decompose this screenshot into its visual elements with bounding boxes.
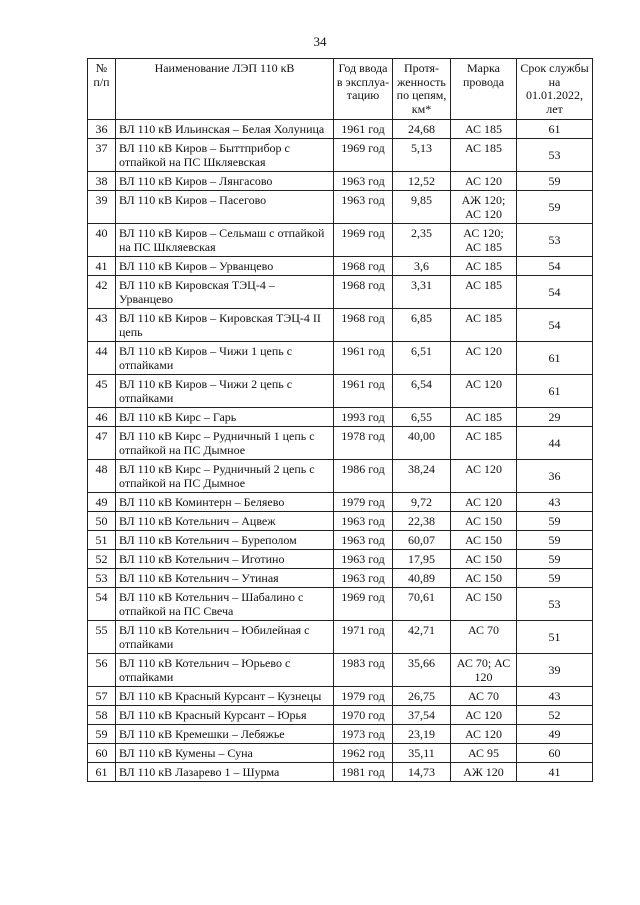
cell-wire: АС 150 xyxy=(451,569,517,588)
cell-num: 54 xyxy=(88,588,116,621)
cell-num: 58 xyxy=(88,706,116,725)
cell-name: ВЛ 110 кВ Котельнич – Утиная xyxy=(116,569,334,588)
cell-name: ВЛ 110 кВ Киров – Чижи 2 цепь с отпайками xyxy=(116,375,334,408)
header-length: Протя-женность по цепям, км* xyxy=(393,59,451,120)
cell-wire: АС 70 xyxy=(451,687,517,706)
cell-length: 6,85 xyxy=(393,309,451,342)
cell-year: 1993 год xyxy=(334,408,393,427)
cell-num: 40 xyxy=(88,224,116,257)
cell-name: ВЛ 110 кВ Котельнич – Юрьево с отпайками xyxy=(116,654,334,687)
cell-num: 38 xyxy=(88,172,116,191)
cell-wire: АС 185 xyxy=(451,309,517,342)
cell-num: 37 xyxy=(88,139,116,172)
cell-term: 43 xyxy=(517,493,593,512)
table-row xyxy=(88,569,593,588)
cell-term: 53 xyxy=(517,224,593,257)
cell-length: 5,13 xyxy=(393,139,451,172)
cell-name: ВЛ 110 кВ Коминтерн – Беляево xyxy=(116,493,334,512)
cell-year: 1961 год xyxy=(334,342,393,375)
cell-term: 59 xyxy=(517,191,593,224)
cell-year: 1973 год xyxy=(334,725,393,744)
cell-name: ВЛ 110 кВ Котельнич – Буреполом xyxy=(116,531,334,550)
table-row xyxy=(88,257,593,276)
cell-num: 47 xyxy=(88,427,116,460)
cell-name: ВЛ 110 кВ Ильинская – Белая Холуница xyxy=(116,120,334,139)
cell-year: 1961 год xyxy=(334,375,393,408)
cell-name: ВЛ 110 кВ Лазарево 1 – Шурма xyxy=(116,763,334,782)
cell-term: 61 xyxy=(517,375,593,408)
cell-length: 17,95 xyxy=(393,550,451,569)
table-row xyxy=(88,706,593,725)
cell-name: ВЛ 110 кВ Кремешки – Лебяжье xyxy=(116,725,334,744)
cell-year: 1979 год xyxy=(334,687,393,706)
table-row xyxy=(88,172,593,191)
cell-wire: АС 185 xyxy=(451,427,517,460)
cell-num: 51 xyxy=(88,531,116,550)
cell-num: 36 xyxy=(88,120,116,139)
cell-length: 6,55 xyxy=(393,408,451,427)
cell-year: 1963 год xyxy=(334,191,393,224)
cell-wire: АС 150 xyxy=(451,588,517,621)
cell-num: 48 xyxy=(88,460,116,493)
cell-wire: АС 70 xyxy=(451,621,517,654)
cell-num: 44 xyxy=(88,342,116,375)
table-row xyxy=(88,725,593,744)
cell-name: ВЛ 110 кВ Киров – Быттприбор с отпайкой на ПС Шкляевская xyxy=(116,139,334,172)
cell-name: ВЛ 110 кВ Кумены – Суна xyxy=(116,744,334,763)
cell-term: 43 xyxy=(517,687,593,706)
cell-year: 1971 год xyxy=(334,621,393,654)
table-row xyxy=(88,512,593,531)
cell-num: 60 xyxy=(88,744,116,763)
cell-num: 56 xyxy=(88,654,116,687)
cell-length: 35,66 xyxy=(393,654,451,687)
cell-year: 1963 год xyxy=(334,172,393,191)
cell-num: 53 xyxy=(88,569,116,588)
cell-year: 1968 год xyxy=(334,309,393,342)
cell-term: 41 xyxy=(517,763,593,782)
table-row xyxy=(88,276,593,309)
cell-num: 41 xyxy=(88,257,116,276)
cell-year: 1981 год xyxy=(334,763,393,782)
cell-wire: АС 185 xyxy=(451,276,517,309)
cell-length: 14,73 xyxy=(393,763,451,782)
cell-wire: АС 150 xyxy=(451,531,517,550)
cell-name: ВЛ 110 кВ Кирс – Рудничный 1 цепь с отпайкой на ПС Дымное xyxy=(116,427,334,460)
cell-term: 36 xyxy=(517,460,593,493)
table-row xyxy=(88,191,593,224)
cell-wire: АС 70; АС 120 xyxy=(451,654,517,687)
cell-num: 59 xyxy=(88,725,116,744)
cell-wire: АС 185 xyxy=(451,139,517,172)
table-row xyxy=(88,408,593,427)
table-row xyxy=(88,744,593,763)
cell-num: 42 xyxy=(88,276,116,309)
cell-length: 60,07 xyxy=(393,531,451,550)
cell-name: ВЛ 110 кВ Киров – Кировская ТЭЦ-4 II цепь xyxy=(116,309,334,342)
cell-wire: АС 150 xyxy=(451,550,517,569)
cell-name: ВЛ 110 кВ Киров – Пасегово xyxy=(116,191,334,224)
cell-length: 3,31 xyxy=(393,276,451,309)
cell-length: 40,89 xyxy=(393,569,451,588)
cell-length: 9,85 xyxy=(393,191,451,224)
cell-year: 1962 год xyxy=(334,744,393,763)
table-row xyxy=(88,460,593,493)
cell-name: ВЛ 110 кВ Красный Курсант – Юрья xyxy=(116,706,334,725)
cell-num: 46 xyxy=(88,408,116,427)
cell-length: 70,61 xyxy=(393,588,451,621)
cell-num: 61 xyxy=(88,763,116,782)
cell-name: ВЛ 110 кВ Кировская ТЭЦ-4 – Урванцево xyxy=(116,276,334,309)
table-row xyxy=(88,139,593,172)
cell-term: 59 xyxy=(517,531,593,550)
header-year: Год ввода в эксплуа-тацию xyxy=(334,59,393,120)
cell-name: ВЛ 110 кВ Кирс – Гарь xyxy=(116,408,334,427)
cell-term: 54 xyxy=(517,309,593,342)
cell-name: ВЛ 110 кВ Киров – Урванцево xyxy=(116,257,334,276)
cell-length: 6,54 xyxy=(393,375,451,408)
cell-length: 37,54 xyxy=(393,706,451,725)
table-row xyxy=(88,224,593,257)
header-name: Наименование ЛЭП 110 кВ xyxy=(116,59,334,120)
cell-term: 59 xyxy=(517,569,593,588)
cell-length: 24,68 xyxy=(393,120,451,139)
cell-wire: АС 95 xyxy=(451,744,517,763)
cell-term: 39 xyxy=(517,654,593,687)
cell-length: 42,71 xyxy=(393,621,451,654)
cell-term: 59 xyxy=(517,550,593,569)
cell-year: 1983 год xyxy=(334,654,393,687)
cell-name: ВЛ 110 кВ Киров – Сельмаш с отпайкой на ПС Шкляевская xyxy=(116,224,334,257)
power-lines-table xyxy=(87,58,593,782)
cell-term: 49 xyxy=(517,725,593,744)
cell-length: 40,00 xyxy=(393,427,451,460)
header-wire: Марка провода xyxy=(451,59,517,120)
cell-num: 45 xyxy=(88,375,116,408)
table-row xyxy=(88,342,593,375)
cell-year: 1963 год xyxy=(334,550,393,569)
header-num: № п/п xyxy=(88,59,116,120)
cell-length: 26,75 xyxy=(393,687,451,706)
cell-year: 1961 год xyxy=(334,120,393,139)
cell-name: ВЛ 110 кВ Киров – Лянгасово xyxy=(116,172,334,191)
cell-length: 22,38 xyxy=(393,512,451,531)
cell-year: 1979 год xyxy=(334,493,393,512)
cell-num: 57 xyxy=(88,687,116,706)
cell-term: 44 xyxy=(517,427,593,460)
cell-year: 1986 год xyxy=(334,460,393,493)
cell-year: 1969 год xyxy=(334,588,393,621)
cell-term: 60 xyxy=(517,744,593,763)
cell-wire: АС 120 xyxy=(451,375,517,408)
header-row xyxy=(88,59,593,120)
cell-term: 54 xyxy=(517,257,593,276)
cell-term: 53 xyxy=(517,588,593,621)
header-term: Срок службы на 01.01.2022, лет xyxy=(517,59,593,120)
cell-year: 1969 год xyxy=(334,224,393,257)
cell-name: ВЛ 110 кВ Котельнич – Ацвеж xyxy=(116,512,334,531)
cell-year: 1970 год xyxy=(334,706,393,725)
cell-name: ВЛ 110 кВ Киров – Чижи 1 цепь с отпайками xyxy=(116,342,334,375)
cell-name: ВЛ 110 кВ Котельнич – Иготино xyxy=(116,550,334,569)
cell-term: 61 xyxy=(517,120,593,139)
cell-wire: АЖ 120; АС 120 xyxy=(451,191,517,224)
cell-length: 35,11 xyxy=(393,744,451,763)
cell-wire: АС 120 xyxy=(451,493,517,512)
table-row xyxy=(88,427,593,460)
table-row xyxy=(88,375,593,408)
table-row xyxy=(88,621,593,654)
cell-wire: АС 185 xyxy=(451,408,517,427)
page-number: 34 xyxy=(313,34,327,49)
cell-year: 1963 год xyxy=(334,531,393,550)
cell-length: 6,51 xyxy=(393,342,451,375)
cell-wire: АС 120; АС 185 xyxy=(451,224,517,257)
cell-term: 61 xyxy=(517,342,593,375)
cell-num: 49 xyxy=(88,493,116,512)
cell-year: 1969 год xyxy=(334,139,393,172)
cell-term: 59 xyxy=(517,512,593,531)
table-body xyxy=(88,120,593,782)
cell-num: 52 xyxy=(88,550,116,569)
cell-name: ВЛ 110 кВ Котельнич – Шабалино с отпайкой на ПС Свеча xyxy=(116,588,334,621)
cell-wire: АЖ 120 xyxy=(451,763,517,782)
cell-term: 52 xyxy=(517,706,593,725)
table-row xyxy=(88,588,593,621)
cell-year: 1978 год xyxy=(334,427,393,460)
cell-wire: АС 120 xyxy=(451,172,517,191)
table-row xyxy=(88,493,593,512)
cell-wire: АС 185 xyxy=(451,257,517,276)
cell-name: ВЛ 110 кВ Котельнич – Юбилейная с отпайками xyxy=(116,621,334,654)
cell-wire: АС 185 xyxy=(451,120,517,139)
cell-name: ВЛ 110 кВ Красный Курсант – Кузнецы xyxy=(116,687,334,706)
table-row xyxy=(88,763,593,782)
cell-wire: АС 120 xyxy=(451,342,517,375)
cell-num: 55 xyxy=(88,621,116,654)
cell-name: ВЛ 110 кВ Кирс – Рудничный 2 цепь с отпайкой на ПС Дымное xyxy=(116,460,334,493)
table-row xyxy=(88,550,593,569)
cell-term: 54 xyxy=(517,276,593,309)
cell-length: 2,35 xyxy=(393,224,451,257)
cell-num: 50 xyxy=(88,512,116,531)
table-row xyxy=(88,120,593,139)
cell-year: 1968 год xyxy=(334,257,393,276)
cell-year: 1963 год xyxy=(334,512,393,531)
cell-year: 1968 год xyxy=(334,276,393,309)
cell-term: 29 xyxy=(517,408,593,427)
cell-wire: АС 120 xyxy=(451,725,517,744)
cell-term: 53 xyxy=(517,139,593,172)
cell-length: 23,19 xyxy=(393,725,451,744)
table-row xyxy=(88,531,593,550)
cell-wire: АС 120 xyxy=(451,706,517,725)
cell-wire: АС 120 xyxy=(451,460,517,493)
table-header xyxy=(88,59,593,120)
cell-length: 3,6 xyxy=(393,257,451,276)
cell-length: 12,52 xyxy=(393,172,451,191)
table-row xyxy=(88,309,593,342)
cell-year: 1963 год xyxy=(334,569,393,588)
cell-num: 39 xyxy=(88,191,116,224)
table-row xyxy=(88,654,593,687)
cell-term: 59 xyxy=(517,172,593,191)
cell-num: 43 xyxy=(88,309,116,342)
cell-length: 9,72 xyxy=(393,493,451,512)
cell-wire: АС 150 xyxy=(451,512,517,531)
table-row xyxy=(88,687,593,706)
cell-term: 51 xyxy=(517,621,593,654)
cell-length: 38,24 xyxy=(393,460,451,493)
